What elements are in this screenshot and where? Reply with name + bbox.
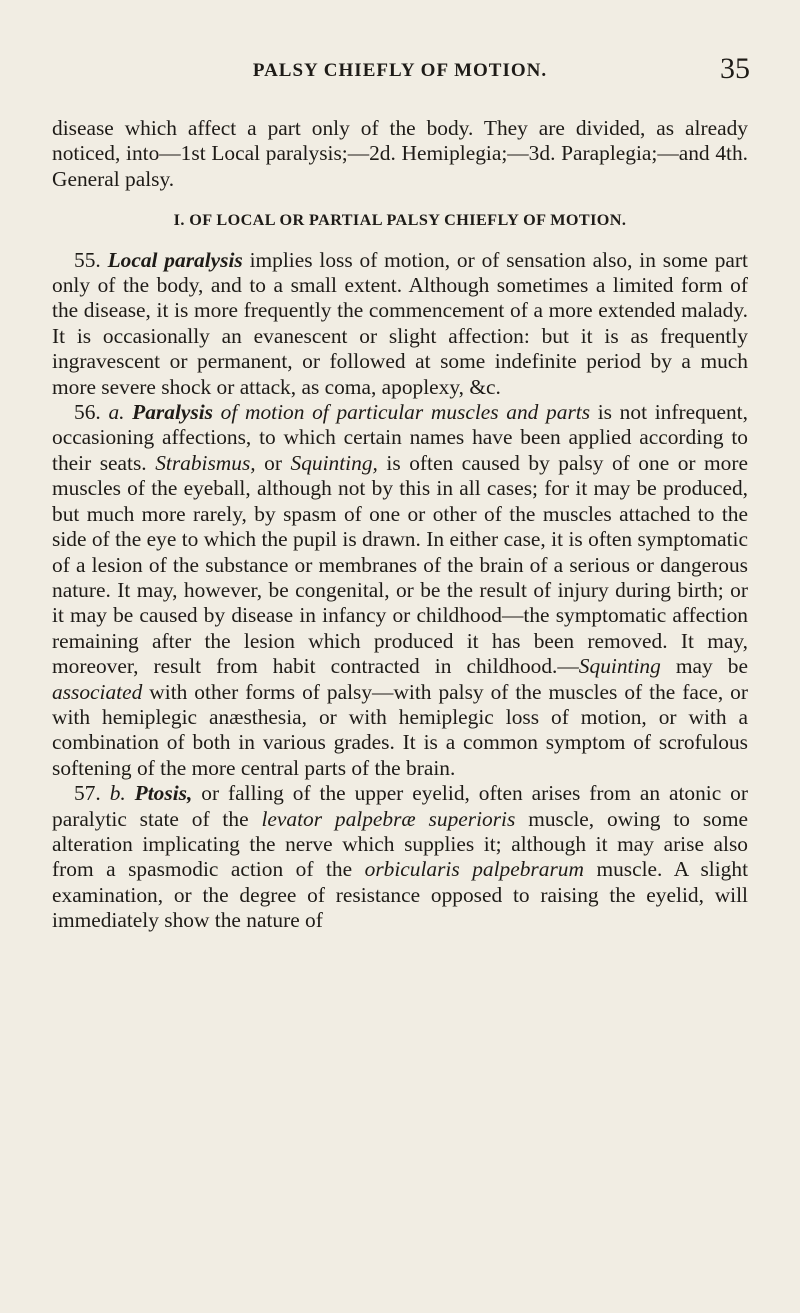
paragraph-57 xyxy=(52,781,748,933)
paragraph-text: muscle, owing to some alteration implicating the nerve which supplies it; although it may arise also from a spasmodic action of the xyxy=(52,806,748,882)
paragraph-text: with other forms of palsy—with palsy of the muscles of the face, or with hemiplegic anæsthesia, or with hemiplegic loss of motion, or with a combination of both in various grades. It is a common symptom of scrofulous softening of the more central parts of the brain. xyxy=(52,679,748,780)
term-levator: levator palpebræ superioris xyxy=(261,806,516,831)
intro-text: disease which affect a part only of the body. They are divided, as already noticed, into—1st Local paralysis;—2d. Hemiplegia;—3d. Paraplegia;—and 4th. General palsy. xyxy=(52,116,748,191)
paragraph-number: 57. xyxy=(74,781,101,806)
term-local-paralysis: Local paralysis xyxy=(107,247,243,272)
term-paralysis: Paralysis xyxy=(132,400,213,425)
term-ptosis: Ptosis, xyxy=(134,781,193,806)
term-squinting: Squinting, xyxy=(290,450,378,475)
paragraph-text: muscle. A slight examination, or the degree of resistance opposed to raising the eyelid, will immediately show the nature of xyxy=(52,857,749,933)
page-number: 35 xyxy=(720,52,750,85)
intro-paragraph xyxy=(52,116,748,192)
term-strabismus: Strabismus, xyxy=(155,450,256,475)
paragraph-55 xyxy=(52,248,748,400)
paragraph-56: 56. a. Paralysis of motion of particular muscles and parts is not infrequent, occasioning affections, to which certain names have been applied according to their seats. Strabismus, or Squinting, is often caused by palsy of one or more muscles of the eyeball, although not by this in all cases; for it may be produced, but much more rarely, by spasm of one or other of the muscles attached to the side of the eye to which the pupil is drawn. In either case, it is often symptomatic of a lesion of the substance or membranes of the brain of a serious or dangerous nature. It may, however, be congenital, or be the result of injury during birth; or it may be caused by disease in infancy or childhood—the symptomatic affection remaining after the lesion which produced it has been removed. It may, moreover, result from habit contracted in childhood.—Squinting may be associated with other forms of palsy—with palsy of the muscles of the face, or with hemiplegic anæsthesia, or with hemiplegic loss of motion, or with a combination of both in various grades. It is a common symptom of scrofulous softening of the more central parts of the brain. xyxy=(52,400,748,780)
running-title: PALSY CHIEFLY OF MOTION. xyxy=(252,60,548,81)
paragraph-text: is often caused by palsy of one or more muscles of the eyeball, although not by this in all cases; for it may be produced, but much more rarely, by spasm of one or other of the muscles attached to the side of the eye to which the pupil is drawn. In either case, it is often symptomatic of a lesion of the substance or membranes of the brain of a serious or dangerous nature. It may, however, be congenital, or be the result of injury during birth; or it may be caused by disease in infancy or childhood—the symptomatic affection remaining after the lesion which produced it has been removed. It may, moreover, result from habit contracted in childhood.— xyxy=(52,450,748,679)
paragraph-text: is not infrequent, occasioning affections, to which certain names have been applied according to their seats. xyxy=(52,400,748,475)
term-orbicularis: orbicularis palpebrarum xyxy=(364,857,584,882)
term-of-motion: of motion of particular muscles and parts xyxy=(220,400,591,425)
paragraph-text: implies loss of motion, or of sensation also, in some part only of the body, and to a small extent. Although sometimes a limited form of the disease, it is more frequently the commencement of a more extended malady. It is occasionally an evanescent or slight affection: but it is as frequently ingravescent or permanent, or followed at some indefinite period by a much more severe shock or attack, as coma, apoplexy, &c. xyxy=(52,247,748,399)
running-head xyxy=(52,52,750,96)
paragraph-number: 55. xyxy=(74,247,101,272)
paragraph-text: or falling of the upper eyelid, often arises from an atonic or paralytic state of the xyxy=(52,781,748,831)
paragraph-number: 56. xyxy=(74,400,101,425)
body-text xyxy=(52,116,748,934)
section-heading: I. OF LOCAL OR PARTIAL PALSY CHIEFLY OF MOTION. xyxy=(173,211,627,230)
item-letter: a. xyxy=(108,400,125,425)
term-associated: associated xyxy=(52,679,143,704)
item-letter: b. xyxy=(109,781,126,806)
term-squinting: Squinting xyxy=(578,654,661,679)
